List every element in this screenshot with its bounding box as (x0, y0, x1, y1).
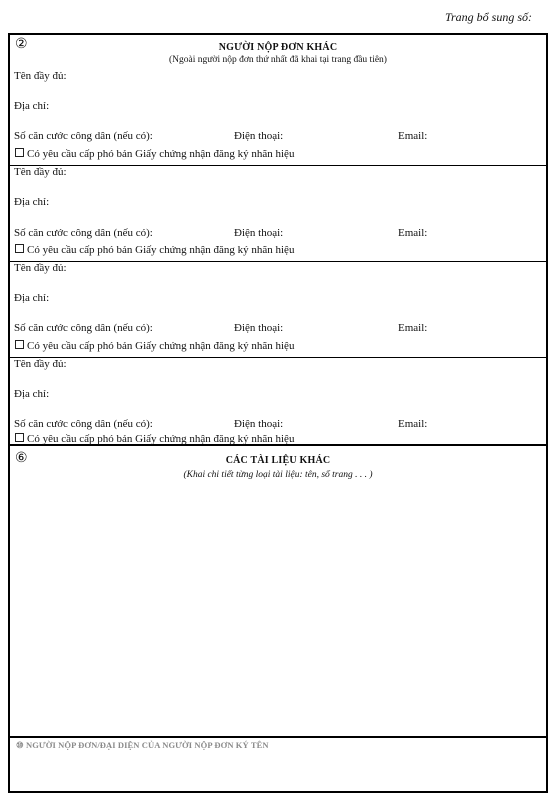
phone-field[interactable]: Điện thoại: (234, 322, 284, 334)
circled-number-10-icon: ⑩ (16, 740, 24, 750)
circled-number-6-icon: ⑥ (15, 451, 28, 466)
id-number-field[interactable]: Số căn cước công dân (nếu có): (14, 418, 153, 430)
other-documents-title: CÁC TÀI LIỆU KHÁC (225, 455, 331, 466)
signature-title-text: NGƯỜI NỘP ĐƠN/ĐẠI DIỆN CỦA NGƯỜI NỘP ĐƠN KÝ TÊN (25, 740, 269, 750)
copy-request-checkbox[interactable] (15, 148, 24, 157)
id-number-field[interactable]: Số căn cước công dân (nếu có): (14, 130, 153, 142)
applicant-block (10, 68, 546, 166)
copy-request-checkbox[interactable] (15, 340, 24, 349)
address-field[interactable]: Địa chỉ: (14, 292, 50, 304)
copy-request-row (15, 148, 294, 160)
applicant-block (10, 262, 546, 358)
copy-request-label: Có yêu cầu cấp phó bản Giấy chứng nhận đăng ký nhãn hiệu (27, 433, 295, 445)
signature-section (10, 738, 546, 791)
full-name-field[interactable]: Tên đầy đủ: (14, 358, 67, 370)
address-field[interactable]: Địa chỉ: (14, 388, 50, 400)
email-field[interactable]: Email: (398, 418, 428, 430)
email-field[interactable]: Email: (398, 130, 428, 142)
full-name-field[interactable]: Tên đầy đủ: (14, 70, 67, 82)
other-documents-section (10, 446, 546, 738)
other-applicants-subtitle: (Ngoài người nộp đơn thứ nhất đã khai tại trang đầu tiên) (169, 55, 387, 65)
signature-area[interactable] (10, 752, 546, 790)
full-name-field[interactable]: Tên đầy đủ: (14, 262, 67, 274)
other-applicants-title: NGƯỜI NỘP ĐƠN KHÁC (218, 42, 338, 53)
email-field[interactable]: Email: (398, 322, 428, 334)
copy-request-row (15, 244, 294, 256)
phone-field[interactable]: Điện thoại: (234, 130, 284, 142)
supplement-page-label: Trang bổ sung số: (444, 10, 532, 24)
copy-request-label: Có yêu cầu cấp phó bản Giấy chứng nhận đăng ký nhãn hiệu (27, 148, 295, 160)
address-field[interactable]: Địa chỉ: (14, 196, 50, 208)
other-documents-entry-area[interactable] (10, 486, 546, 734)
phone-field[interactable]: Điện thoại: (234, 418, 284, 430)
copy-request-row (15, 340, 294, 352)
form-frame (8, 33, 548, 793)
copy-request-label: Có yêu cầu cấp phó bản Giấy chứng nhận đăng ký nhãn hiệu (27, 244, 295, 256)
applicant-block (10, 358, 546, 444)
id-number-field[interactable]: Số căn cước công dân (nếu có): (14, 227, 153, 239)
circled-number-2-icon: ② (15, 37, 28, 52)
copy-request-checkbox[interactable] (15, 433, 24, 442)
applicant-block (10, 166, 546, 262)
address-field[interactable]: Địa chỉ: (14, 100, 50, 112)
id-number-field[interactable]: Số căn cước công dân (nếu có): (14, 322, 153, 334)
copy-request-checkbox[interactable] (15, 244, 24, 253)
copy-request-label: Có yêu cầu cấp phó bản Giấy chứng nhận đăng ký nhãn hiệu (27, 340, 295, 352)
signature-title (16, 740, 269, 751)
other-documents-subtitle: (Khai chi tiết từng loại tài liệu: tên, số trang . . . ) (183, 470, 373, 480)
copy-request-row (15, 433, 294, 445)
full-name-field[interactable]: Tên đầy đủ: (14, 166, 67, 178)
phone-field[interactable]: Điện thoại: (234, 227, 284, 239)
email-field[interactable]: Email: (398, 227, 428, 239)
other-applicants-section (10, 35, 546, 446)
